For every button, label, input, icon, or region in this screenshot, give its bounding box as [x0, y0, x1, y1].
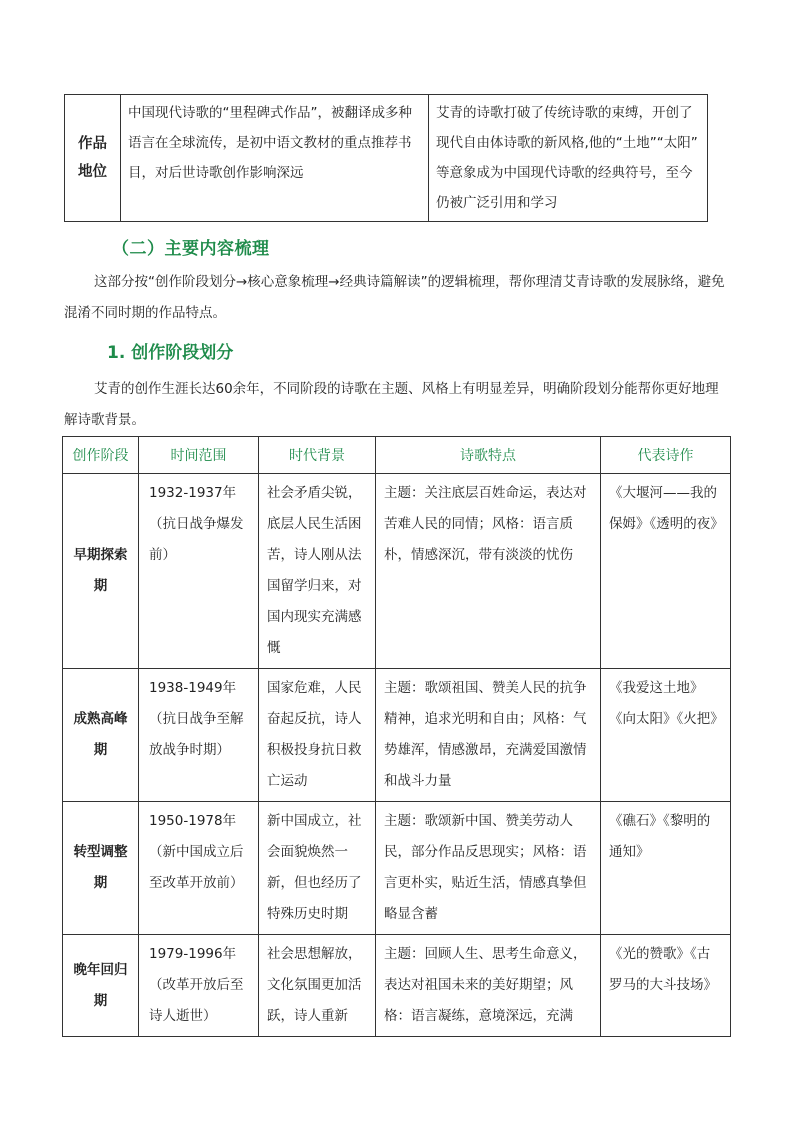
header-stage: 创作阶段	[63, 437, 139, 474]
header-features: 诗歌特点	[376, 437, 601, 474]
works-cell: 《光的赞歌》《古罗马的大斗技场》	[601, 935, 731, 1037]
work-status-header: 作品地位	[65, 95, 121, 222]
work-status-right-cell: 艾青的诗歌打破了传统诗歌的束缚，开创了现代自由体诗歌的新风格,他的“土地”“太阳” 等意象成为中国现代诗歌的经典符号，至今仍被广泛引用和学习	[429, 95, 708, 222]
works-cell: 《礁石》《黎明的通知》	[601, 802, 731, 935]
features-cell: 主题：歌颂祖国、赞美人民的抗争精神，追求光明和自由；风格：气势雄浑，情感激昂，充满爱国激情和战斗力量	[376, 669, 601, 802]
stage-cell: 晚年回归期	[63, 935, 139, 1037]
background-cell: 国家危难，人民奋起反抗，诗人积极投身抗日救亡运动	[259, 669, 376, 802]
works-cell: 《我爱这土地》《向太阳》《火把》	[601, 669, 731, 802]
features-cell: 主题：回顾人生、思考生命意义，表达对祖国未来的美好期望；风格：语言凝练，意境深远，充满	[376, 935, 601, 1037]
features-cell: 主题：关注底层百姓命运，表达对苦难人民的同情；风格：语言质朴，情感深沉，带有淡淡的忧伤	[376, 474, 601, 669]
table-row	[63, 802, 731, 935]
background-cell: 新中国成立，社会面貌焕然一新，但也经历了特殊历史时期	[259, 802, 376, 935]
work-status-left-cell: 中国现代诗歌的“里程碑式作品”，被翻译成多种语言在全球流传，是初中语文教材的重点推荐书目，对后世诗歌创作影响深远	[121, 95, 429, 222]
subsection-heading: 1. 创作阶段划分	[107, 343, 234, 363]
intro-paragraph: 这部分按“创作阶段划分→核心意象梳理→经典诗篇解读”的逻辑梳理，帮你理清艾青诗歌的发展脉络，避免混淆不同时期的作品特点。	[64, 274, 725, 321]
header-time: 时间范围	[139, 437, 259, 474]
works-cell: 《大堰河——我的保姆》《透明的夜》	[601, 474, 731, 669]
table-row	[63, 935, 731, 1037]
table-row	[63, 474, 731, 669]
table-header-row	[63, 437, 731, 474]
features-cell: 主题：歌颂新中国、赞美劳动人民，部分作品反思现实；风格：语言更朴实，贴近生活，情感真挚但略显含蓄	[376, 802, 601, 935]
time-cell: 1950-1978年（新中国成立后至改革开放前）	[139, 802, 259, 935]
time-cell: 1938-1949年（抗日战争至解放战争时期）	[139, 669, 259, 802]
time-cell: 1932-1937年（抗日战争爆发前）	[139, 474, 259, 669]
stage-cell: 成熟高峰期	[63, 669, 139, 802]
table-row	[63, 669, 731, 802]
creation-stage-table	[62, 436, 731, 1037]
stage-cell: 早期探索期	[63, 474, 139, 669]
stage-cell: 转型调整期	[63, 802, 139, 935]
subsection-paragraph: 艾青的创作生涯长达60余年，不同阶段的诗歌在主题、风格上有明显差异，明确阶段划分能帮你更好地理解诗歌背景。	[64, 381, 719, 428]
section-heading: （二）主要内容梳理	[112, 239, 270, 259]
work-status-table	[64, 94, 708, 222]
background-cell: 社会矛盾尖锐，底层人民生活困苦，诗人刚从法国留学归来，对国内现实充满感慨	[259, 474, 376, 669]
time-cell: 1979-1996年（改革开放后至诗人逝世）	[139, 935, 259, 1037]
header-works: 代表诗作	[601, 437, 731, 474]
background-cell: 社会思想解放，文化氛围更加活跃，诗人重新	[259, 935, 376, 1037]
header-background: 时代背景	[259, 437, 376, 474]
